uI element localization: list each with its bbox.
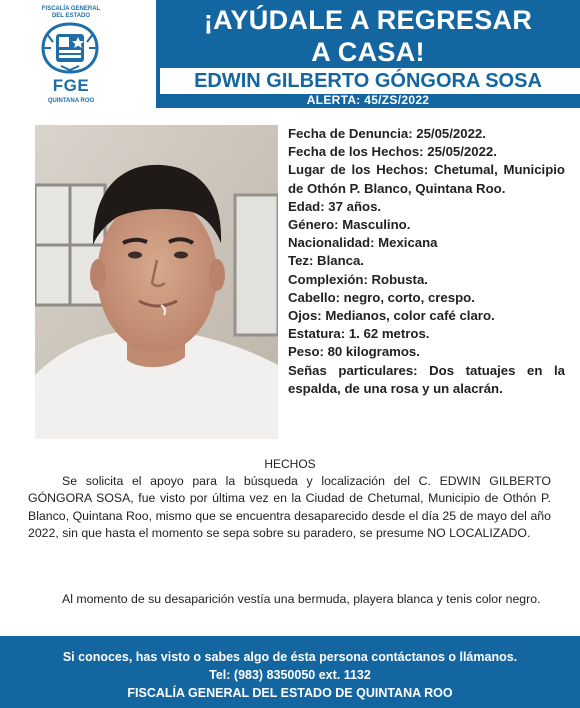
- detail-distinguishing-marks: Señas particulares: Dos tatuajes en la espalda, de una rosa y un alacrán.: [288, 362, 565, 396]
- agency-caption-line1: FISCALÍA GENERAL: [41, 6, 101, 12]
- detail-report-date: Fecha de Denuncia: 25/05/2022.: [288, 126, 486, 141]
- detail-height: Estatura: 1. 62 metros.: [288, 326, 430, 342]
- footer-agency: FISCALÍA GENERAL DEL ESTADO DE QUINTANA ROO: [127, 686, 453, 700]
- footer-phone: Tel: (983) 8350050 ext. 1132: [209, 668, 371, 682]
- agency-acronym: FGE: [52, 76, 90, 95]
- hechos-paragraph-1: Se solicita el apoyo para la búsqueda y localización del C. EDWIN GILBERTO GÓNGORA SOSA, fue visto por última vez en la Ciudad de Chetumal, Municipio de Othón P. Blanco, Quintana Roo, mismo que se encuentra desaparecido desde el día 25 de mayo del año 2022, sin que hasta el momento se sepa sobre su paradero, se presume NO LOCALIZADO.: [28, 474, 551, 540]
- detail-hair: Cabello: negro, corto, crespo.: [288, 289, 475, 305]
- detail-build: Complexión: Robusta.: [288, 271, 428, 287]
- header-title: [156, 4, 580, 68]
- footer-banner: [0, 636, 580, 708]
- header-title-line2: A CASA!: [311, 37, 425, 67]
- detail-complexion-skin: Tez: Blanca.: [288, 253, 364, 269]
- person-details: [288, 125, 565, 398]
- hechos-paragraph-2: Al momento de su desaparición vestía una bermuda, playera blanca y tenis color negro.: [62, 592, 541, 606]
- missing-person-photo: [35, 125, 278, 439]
- agency-caption: [26, 6, 116, 20]
- agency-logo: [0, 0, 156, 112]
- agency-state: QUINTANA ROO: [47, 98, 95, 104]
- missing-person-name: EDWIN GILBERTO GÓNGORA SOSA: [194, 70, 542, 92]
- hechos-title: HECHOS: [264, 457, 316, 471]
- detail-weight: Peso: 80 kilogramos.: [288, 344, 420, 360]
- detail-event-place: Lugar de los Hechos: Chetumal, Municipio de Othón P. Blanco, Quintana Roo.: [288, 162, 565, 196]
- agency-caption-line2: DEL ESTADO: [51, 13, 91, 19]
- header-title-line1: ¡AYÚDALE A REGRESAR: [203, 5, 533, 35]
- detail-eyes: Ojos: Medianos, color café claro.: [288, 308, 495, 324]
- detail-nationality: Nacionalidad: Mexicana: [288, 235, 438, 251]
- detail-gender: Género: Masculino.: [288, 217, 411, 233]
- detail-age: Edad: 37 años.: [288, 198, 382, 214]
- footer-contact-request: Si conoces, has visto o sabes algo de ésta persona contáctanos o llámanos.: [62, 650, 518, 664]
- alert-number: ALERTA: 45/ZS/2022: [306, 93, 430, 107]
- state-seal-icon: [39, 22, 101, 74]
- detail-event-date: Fecha de los Hechos: 25/05/2022.: [288, 144, 497, 160]
